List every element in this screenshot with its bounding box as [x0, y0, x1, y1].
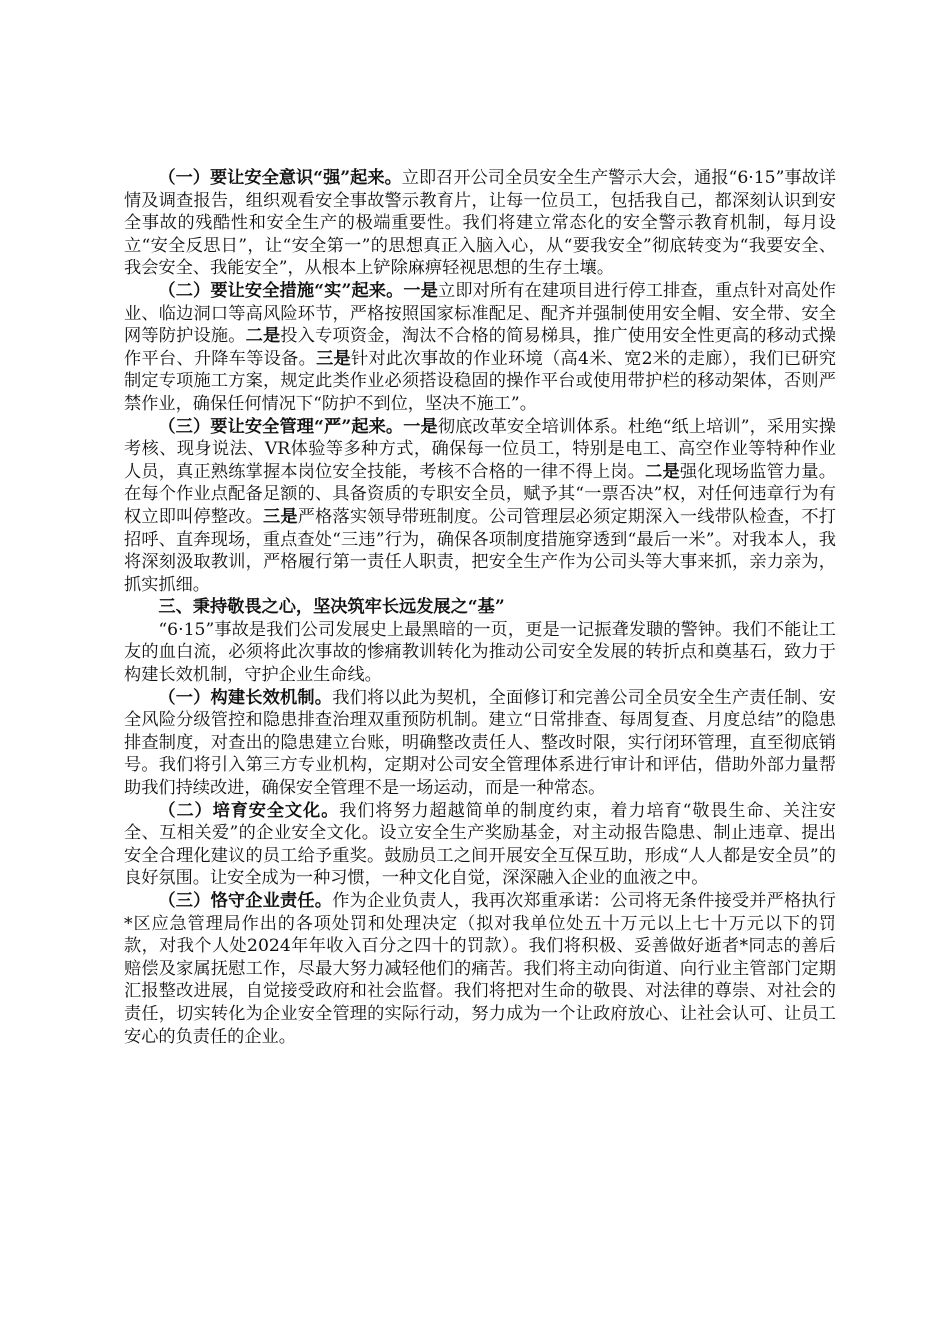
paragraph-text: 立即召开公司全员安全生产警示大会，通报“6·15”事故详情及调查报告，组织观看安全事故警示教育片，让每一位员工，包括我自己，都深刻认识到安全事故的残酷性和安全生产的极端重要性。我们将建立常态化的安全警示教育机制，每月设立“安全反思日”，让“安全第一”的思想真正入脑入心，从“要我安全”彻底转变为“我要安全、我会安全、我能安全”，从根本上铲除麻痹轻视思想的生存土壤。 — [124, 168, 836, 279]
ordinal-marker: 三是 — [316, 348, 351, 369]
ordinal-marker: 二是 — [245, 326, 281, 347]
paragraph-lead: （二）培育安全文化。 — [158, 800, 340, 821]
paragraph-corporate-responsibility — [124, 890, 836, 1048]
ordinal-marker: 二是 — [645, 461, 680, 482]
paragraph-text: 我们将以此为契机，全面修订和完善公司全员安全生产责任制、安全风险分级管控和隐患排查治理双重预防机制。建立“日常排查、每周复查、月度总结”的隐患排查制度，对查出的隐患建立台账，明确整改责任人、整改时限，实行闭环管理，直至彻底销号。我们将引入第三方专业机构，定期对公司安全管理体系进行审计和评估，借助外部力量帮助我们持续改进，确保安全管理不是一场运动，而是一种常态。 — [124, 687, 836, 799]
paragraph-safety-culture — [124, 800, 836, 890]
paragraph-text: 针对此次事故的作业环境（高4米、宽2米的走廊），我们已研究制定专项施工方案，规定此类作业必须搭设稳固的操作平台或使用带护栏的移动架体，否则严禁作业，确保任何情况下“防护不到位，坚决不施工”。 — [124, 348, 836, 414]
paragraph-text: 强化现场监管力量。在每个作业点配备足额的、具备资质的专职安全员，赋予其“一票否决”权，对任何违章行为有权立即叫停整改。 — [124, 461, 836, 527]
paragraph-text: 投入专项资金，淘汰不合格的简易梯具，推广使用安全性更高的移动式操作平台、升降车等设备。 — [124, 326, 836, 369]
section-heading: 三、秉持敬畏之心，坚决筑牢长远发展之“基” — [158, 597, 505, 618]
paragraph-text: 严格落实领导带班制度。公司管理层必须定期深入一线带队检查，不打招呼、直奔现场，重点查处“三违”行为，确保各项制度措施穿透到“最后一米”。对我本人，我将深刻汲取教训，严格履行第一责任人职责，把安全生产作为公司头等大事来抓，亲力亲为，抓实抓细。 — [124, 506, 836, 595]
ordinal-marker: 一是 — [403, 280, 439, 301]
paragraph-text: 彻底改革安全培训体系。杜绝“纸上培训”，采用实操考核、现身说法、VR体验等多种方式，确保每一位员工，特别是电工、高空作业等特种作业人员，真正熟练掌握本岗位安全技能，考核不合格的一律不得上岗。 — [124, 416, 836, 482]
paragraph-text: 立即对所有在建项目进行停工排查，重点针对高处作业、临边洞口等高风险环节，严格按照国家标准配足、配齐并强制使用安全帽、安全带、安全网等防护设施。 — [124, 280, 836, 347]
paragraph-lead: （一）构建长效机制。 — [158, 687, 333, 708]
paragraph-lead: （一）要让安全意识“强”起来。 — [158, 168, 402, 188]
ordinal-marker: 一是 — [403, 416, 438, 437]
paragraph-lead: （二）要让安全措施“实”起来。 — [158, 280, 404, 301]
paragraph-text: 作为企业负责人，我再次郑重承诺：公司将无条件接受并严格执行*区应急管理局作出的各项处罚和处理决定（拟对我单位处五十万元以上七十万元以下的罚款，对我个人处2024年年收入百分之四十的罚款）。我们将积极、妥善做好逝者*同志的善后赔偿及家属抚慰工作，尽最大努力减轻他们的痛苦。我们将主动向街道、向行业主管部门定期汇报整改进展，自觉接受政府和社会监督。我们将把对生命的敬畏、对法律的尊崇、对社会的责任，切实转化为企业安全管理的实际行动，努力成为一个让政府放心、让社会认可、让员工安心的负责任的企业。 — [124, 891, 836, 1047]
paragraph-text: “6·15”事故是我们公司发展史上最黑暗的一页，更是一记振聋发聩的警钟。我们不能让工友的血白流，必须将此次事故的惨痛教训转化为推动公司安全发展的转折点和奠基石，致力于构建长效机制，守护企业生命线。 — [124, 619, 836, 686]
paragraph-safety-awareness — [124, 167, 836, 280]
paragraph-text: 我们将努力超越简单的制度约束，着力培育“敬畏生命、关注安全、互相关爱”的企业安全文化。设立安全生产奖励基金，对主动报告隐患、制止违章、提出安全合理化建议的员工给予重奖。鼓励员工之间开展安全互保互助，形成“人人都是安全员”的良好氛围。让安全成为一种习惯，一种文化自觉，深深融入企业的血液之中。 — [124, 800, 836, 889]
ordinal-marker: 三是 — [262, 506, 298, 527]
paragraph-lead: （三）要让安全管理“严”起来。 — [158, 416, 404, 437]
paragraph-lead: （三）恪守企业责任。 — [158, 891, 333, 911]
paragraph-long-term-mechanism — [124, 687, 836, 800]
paragraph-safety-management — [124, 416, 836, 597]
paragraph-safety-measures — [124, 280, 836, 416]
document-page — [124, 167, 836, 1048]
paragraph-section-intro — [124, 619, 836, 687]
